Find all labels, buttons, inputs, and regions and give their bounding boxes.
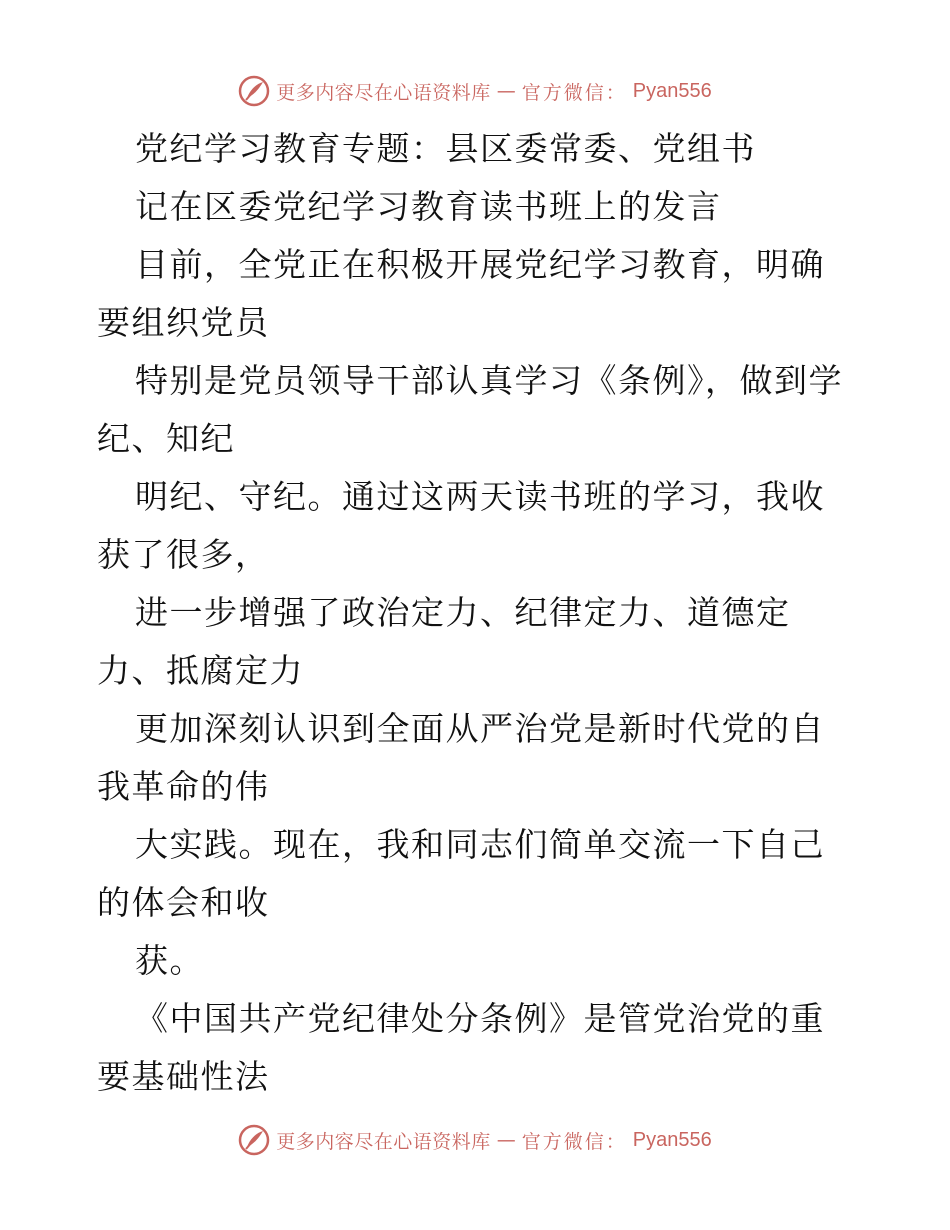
- document-body: [97, 120, 857, 1106]
- document-line: 大实践。现在，我和同志们简单交流一下自己的体会和收: [97, 825, 825, 922]
- document-line: 更加深刻认识到全面从严治党是新时代党的自我革命的伟: [97, 709, 825, 806]
- watermark-dash: —: [496, 1129, 516, 1151]
- watermark-text: 更多内容尽在心语资料库: [276, 81, 491, 104]
- watermark-dash: —: [496, 80, 516, 102]
- document-line: 记在区委党纪学习教育读书班上的发言: [135, 187, 722, 226]
- watermark-wechat-id: Pyan556: [632, 79, 712, 102]
- watermark-label: 官方微信：: [521, 81, 627, 104]
- document-line: 目前，全党正在积极开展党纪学习教育，明确要组织党员: [97, 245, 825, 342]
- header-watermark: [0, 71, 950, 111]
- document-line: 进一步增强了政治定力、纪律定力、道德定力、抵腐定力: [97, 593, 791, 690]
- watermark-label: 官方微信：: [521, 1130, 627, 1153]
- document-line: 明纪、守纪。通过这两天读书班的学习，我收获了很多，: [97, 477, 825, 574]
- feather-pen-logo-icon: [238, 75, 270, 107]
- document-line: 党纪学习教育专题：县区委常委、党组书: [135, 129, 756, 168]
- watermark-text: 更多内容尽在心语资料库: [276, 1130, 491, 1153]
- document-line: 获。: [135, 941, 204, 980]
- watermark-wechat-id: Pyan556: [632, 1128, 712, 1151]
- footer-watermark: [0, 1120, 950, 1160]
- document-line: 特别是党员领导干部认真学习《条例》，做到学纪、知纪: [97, 361, 843, 458]
- document-line: 《中国共产党纪律处分条例》是管党治党的重要基础性法: [97, 999, 825, 1096]
- feather-pen-logo-icon: [238, 1124, 270, 1156]
